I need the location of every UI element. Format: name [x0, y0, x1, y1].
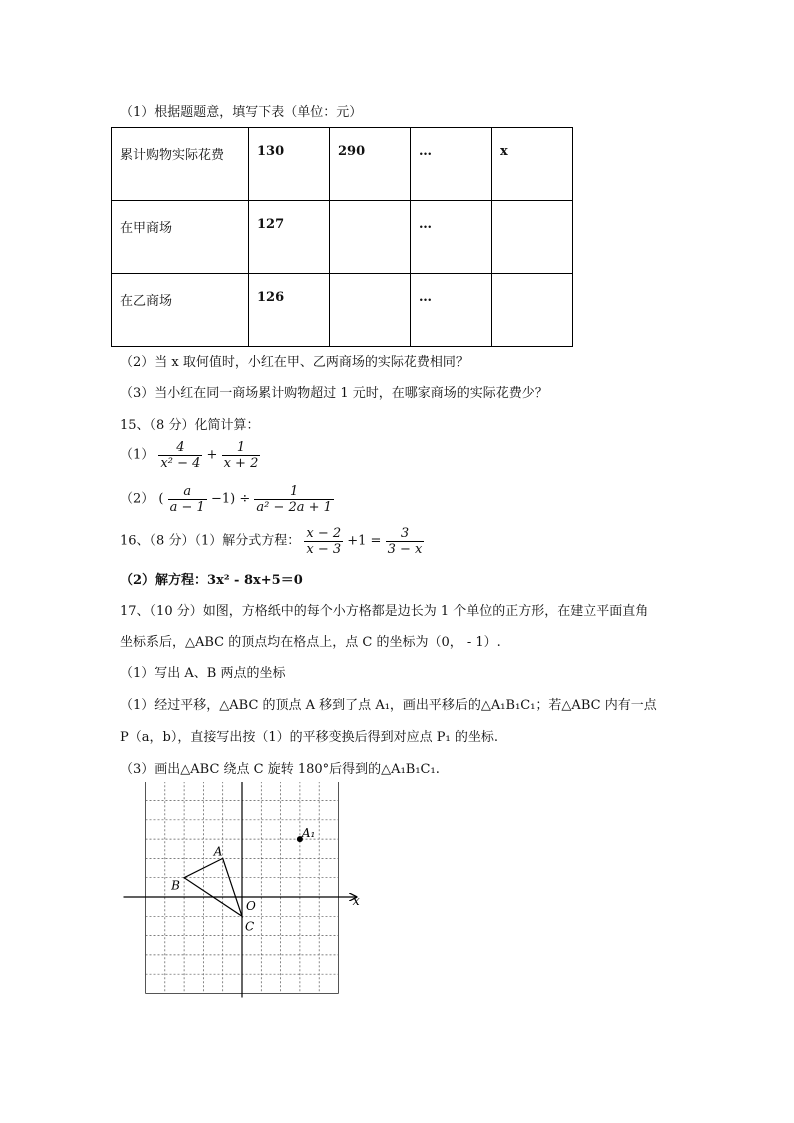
- table-cell: x: [492, 128, 573, 201]
- numerator: 3: [386, 526, 425, 542]
- fraction: [304, 526, 343, 557]
- point-a-label: A: [213, 844, 223, 859]
- operator-text: −1) ÷: [210, 491, 251, 507]
- x-axis-label: x: [352, 894, 360, 909]
- table-cell: [492, 274, 573, 347]
- table-cell: 130: [249, 128, 330, 201]
- fraction: [168, 484, 207, 515]
- fraction: [222, 440, 261, 471]
- q15-part2: [120, 484, 334, 515]
- plus-sign: +: [206, 447, 218, 463]
- table-cell: 126: [249, 274, 330, 347]
- table-row: [112, 128, 573, 201]
- q15-title: 15、（8 分）化简计算：: [120, 418, 260, 433]
- triangle-abc: [184, 858, 242, 916]
- numerator: 1: [254, 484, 334, 500]
- denominator: x + 2: [223, 456, 259, 471]
- coordinate-grid-figure: [118, 782, 363, 1007]
- q17-part3: （3）画出△ABC 绕点 C 旋转 180°后得到的△A₁B₁C₁.: [120, 762, 440, 777]
- numerator: x − 2: [306, 526, 342, 541]
- q14-part3: （3）当小红在同一商场累计购物超过 1 元时，在哪家商场的实际花费少？: [120, 386, 548, 401]
- q16-part2: （2）解方程：3x² - 8x+5＝0: [120, 573, 303, 588]
- q16-line: [120, 526, 424, 557]
- table-cell: [492, 201, 573, 274]
- denominator: x² − 4: [160, 456, 201, 471]
- denominator: x − 3: [306, 542, 342, 557]
- numerator: a: [168, 484, 207, 500]
- table-cell: …: [411, 274, 492, 347]
- table-cell: 在甲商场: [112, 201, 249, 274]
- q14-part2: （2）当 x 取何值时，小红在甲、乙两商场的实际花费相同？: [120, 355, 469, 370]
- operator-text: +1 =: [347, 533, 382, 549]
- point-a1-label: A₁: [301, 826, 316, 841]
- q16-title: 16、（8 分）（1）解分式方程：: [120, 533, 301, 549]
- numerator: 4: [158, 440, 202, 456]
- q15-p2-label: （2）: [120, 491, 155, 507]
- table-cell: [330, 274, 411, 347]
- fraction: [158, 440, 202, 471]
- table-cell: …: [411, 201, 492, 274]
- table-row: [112, 201, 573, 274]
- table-cell: 290: [330, 128, 411, 201]
- q17-part2b: P（a，b），直接写出按（1）的平移变换后得到对应点 P₁ 的坐标.: [120, 730, 498, 745]
- q17-line2: 坐标系后，△ABC 的顶点均在格点上，点 C 的坐标为（0， - 1）.: [120, 635, 501, 650]
- fraction: [254, 484, 334, 515]
- fraction: [386, 526, 425, 557]
- open-paren: (: [158, 491, 164, 507]
- numerator: 1: [222, 440, 261, 456]
- denominator: a² − 2a + 1: [256, 500, 332, 515]
- denominator: a − 1: [169, 500, 205, 515]
- data-table: [111, 127, 573, 347]
- denominator: 3 − x: [387, 542, 423, 557]
- table-cell: 127: [249, 201, 330, 274]
- table-row: [112, 274, 573, 347]
- point-c-label: C: [245, 919, 255, 934]
- table-cell: 累计购物实际花费: [112, 128, 249, 201]
- q14-part1: （1）根据题题意，填写下表（单位：元）: [120, 105, 363, 120]
- origin-label: O: [246, 899, 256, 913]
- q17-part1: （1）写出 A、B 两点的坐标: [120, 666, 286, 681]
- point-b-label: B: [171, 878, 180, 893]
- q17-part2a: （1）经过平移，△ABC 的顶点 A 移到了点 A₁，画出平移后的△A₁B₁C₁；若△ABC 内有一点: [120, 698, 657, 713]
- table-cell: 在乙商场: [112, 274, 249, 347]
- table-cell: [330, 201, 411, 274]
- q15-part1: [120, 440, 260, 471]
- table-cell: …: [411, 128, 492, 201]
- q15-p1-label: （1）: [120, 447, 155, 463]
- q17-line1: 17、（10 分）如图，方格纸中的每个小方格都是边长为 1 个单位的正方形，在建立平面直角: [120, 604, 649, 619]
